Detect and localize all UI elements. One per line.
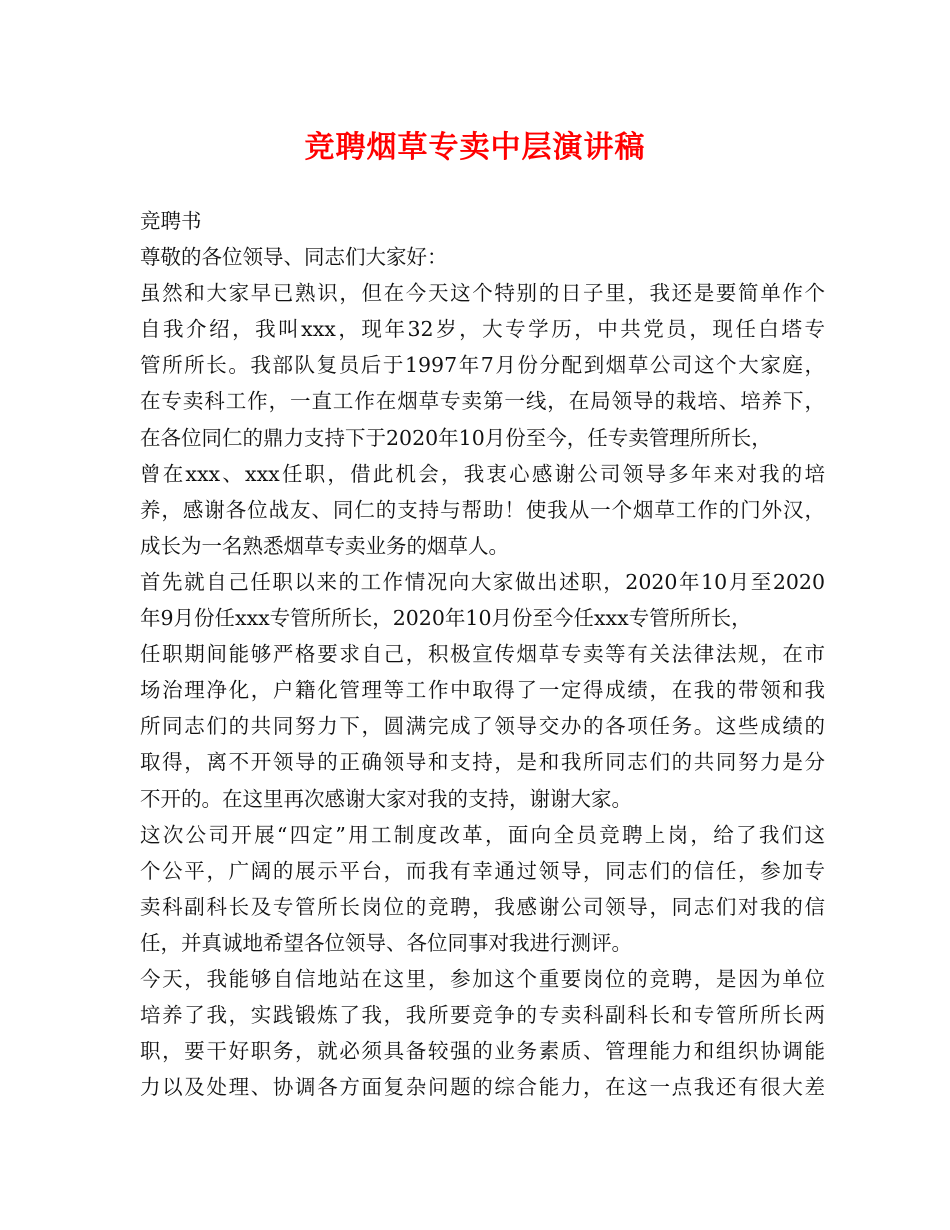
text-line: 任，并真诚地希望各位领导、各位同事对我进行测评。 — [140, 930, 632, 955]
text-line: 卖科副科长及专管所长岗位的竞聘，我感谢公司领导，同志们对我的信 — [140, 894, 825, 919]
text-line: 在各位同仁的鼎力支持下于2020年10月份至今，任专卖管理所所长， — [140, 425, 772, 450]
text-line: 个公平，广阔的展示平台，而我有幸通过领导，同志们的信任，参加专 — [140, 858, 825, 883]
document-body — [140, 203, 825, 1105]
text-line: 场治理净化，户籍化管理等工作中取得了一定得成绩，在我的带领和我 — [140, 678, 825, 703]
text-line: 养，感谢各位战友、同仁的支持与帮助！使我从一个烟草工作的门外汉， — [140, 497, 825, 522]
text-line: 不开的。在这里再次感谢大家对我的支持，谢谢大家。 — [140, 786, 632, 811]
text-line: 管所所长。我部队复员后于1997年7月份分配到烟草公司这个大家庭， — [140, 353, 825, 378]
document-title: 竞聘烟草专卖中层演讲稿 — [304, 130, 646, 165]
text-line: 在专卖科工作，一直工作在烟草专卖第一线，在局领导的栽培、培养下， — [140, 389, 825, 414]
text-line: 成长为一名熟悉烟草专卖业务的烟草人。 — [140, 533, 509, 558]
text-line: 任职期间能够严格要求自己，积极宣传烟草专卖等有关法律法规，在市 — [140, 642, 825, 667]
text-line: 自我介绍，我叫xxx，现年32岁，大专学历，中共党员，现任白塔专 — [140, 317, 825, 342]
text-line: 年9月份任xxx专管所所长，2020年10月份至今任xxx专管所所长， — [140, 606, 752, 631]
text-line: 竞聘书 — [140, 209, 202, 233]
text-line: 所同志们的共同努力下，圆满完成了领导交办的各项任务。这些成绩的 — [140, 714, 825, 739]
text-line: 这次公司开展“四定”用工制度改革，面向全员竞聘上岗，给了我们这 — [140, 822, 825, 847]
text-line: 虽然和大家早已熟识，但在今天这个特别的日子里，我还是要简单作个 — [140, 281, 825, 306]
text-line: 力以及处理、协调各方面复杂问题的综合能力，在这一点我还有很大差 — [140, 1075, 825, 1100]
text-line: 取得，离不开领导的正确领导和支持，是和我所同志们的共同努力是分 — [140, 750, 825, 775]
text-line: 培养了我，实践锻炼了我，我所要竞争的专卖科副科长和专管所所长两 — [140, 1003, 825, 1028]
text-line: 曾在xxx、xxx任职，借此机会，我衷心感谢公司领导多年来对我的培 — [140, 461, 825, 486]
text-line: 今天，我能够自信地站在这里，参加这个重要岗位的竞聘，是因为单位 — [140, 966, 825, 991]
text-line: 首先就自己任职以来的工作情况向大家做出述职，2020年10月至2020 — [140, 569, 825, 594]
text-line: 职，要干好职务，就必须具备较强的业务素质、管理能力和组织协调能 — [140, 1039, 825, 1064]
text-line: 尊敬的各位领导、同志们大家好： — [140, 245, 448, 270]
